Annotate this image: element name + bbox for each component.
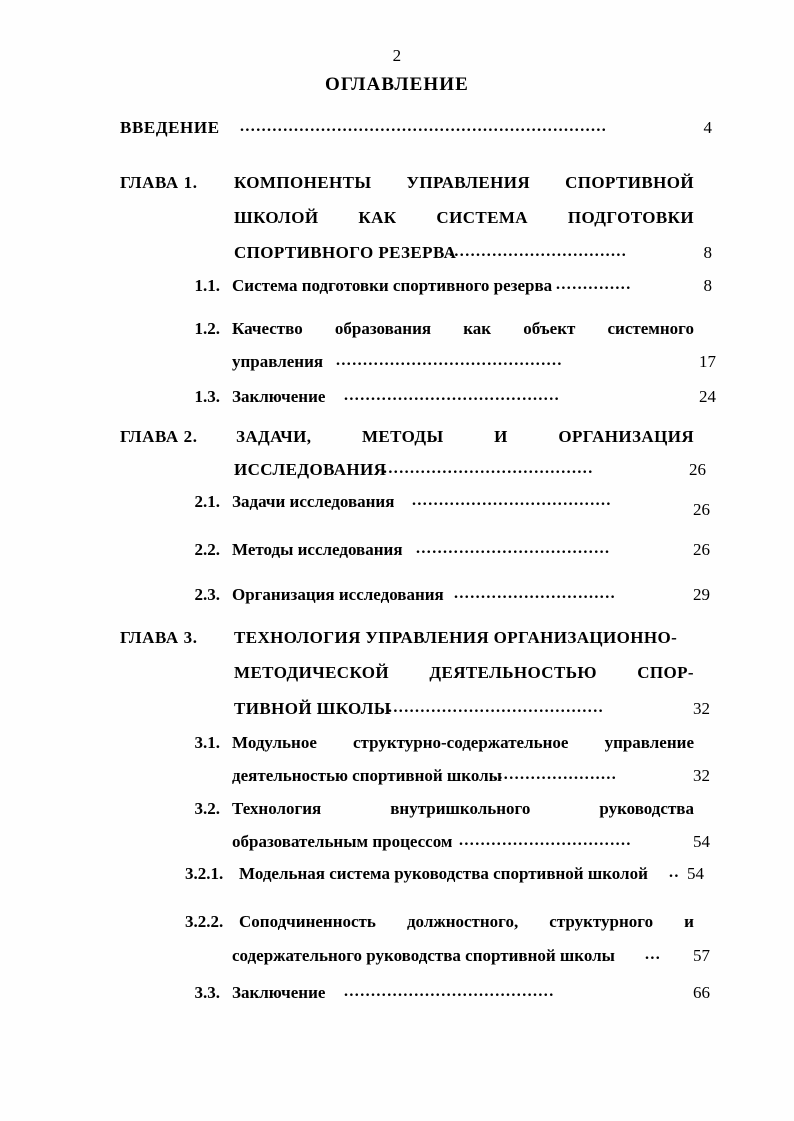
title-word: Технология — [232, 799, 322, 818]
toc-title-2-1: Задачи исследования — [232, 492, 395, 511]
chapter-1-title-line-2 — [234, 208, 694, 228]
toc-label-chapter-1: ГЛАВА 1. — [120, 173, 198, 192]
chapter-3-title-line-2 — [234, 663, 694, 683]
title-word: образования — [334, 319, 432, 338]
title-word: управление — [604, 733, 694, 752]
title-word: СПОРТИВНОЙ — [565, 173, 694, 192]
toc-page-number: 26 — [689, 460, 706, 479]
toc-title-3-2-1: Модельная система руководства спортивной школой — [239, 864, 648, 883]
toc-title-3-2-2-line-2: содержательного руководства спортивной школы — [232, 946, 615, 965]
toc-title-2-3: Организация исследования — [232, 585, 444, 604]
title-word: структурного — [549, 912, 654, 931]
toc-title-2-2: Методы исследования — [232, 540, 403, 559]
title-word: ДЕЯТЕЛЬНОСТЬЮ — [429, 663, 597, 682]
title-word: Качество — [232, 319, 303, 338]
leader-dots: .................................... — [416, 540, 611, 557]
leader-dots: .................................................................... — [240, 118, 608, 135]
chapter-1-title-line-3: СПОРТИВНОГО РЕЗЕРВА — [234, 243, 457, 262]
title-word: системного — [607, 319, 694, 338]
title-word: КОМПОНЕНТЫ — [234, 173, 372, 192]
toc-title-3-2-2-line-1 — [239, 912, 694, 932]
toc-title-1-2-line-1 — [232, 319, 694, 339]
title-word: объект — [523, 319, 576, 338]
title-word: ОРГАНИЗАЦИЯ — [558, 427, 694, 446]
title-word: должностного, — [406, 912, 519, 931]
title-word: Соподчиненность — [239, 912, 376, 931]
page-number: 2 — [392, 46, 402, 65]
toc-label-introduction: ВВЕДЕНИЕ — [120, 118, 220, 137]
toc-title-1-2-line-2: управления — [232, 352, 324, 371]
title-word: как — [463, 319, 492, 338]
title-word: И — [494, 427, 508, 446]
chapter-2-title-line-1 — [236, 427, 694, 447]
toc-title-3-3: Заключение — [232, 983, 326, 1002]
toc-page-number: 8 — [703, 276, 712, 295]
title-word: МЕТОДЫ — [361, 427, 444, 446]
toc-number-1-1: 1.1. — [194, 276, 220, 295]
toc-label-chapter-3: ГЛАВА 3. — [120, 628, 198, 647]
toc-page-number: 32 — [693, 766, 710, 785]
leader-dots: ..................................... — [412, 492, 612, 509]
leader-dots: ................................ — [459, 832, 632, 849]
toc-title-3-1-line-1 — [232, 733, 694, 753]
toc-number-3-1: 3.1. — [194, 733, 220, 752]
toc-page-number: 8 — [703, 243, 712, 262]
toc-title-3-2-line-2: образовательным процессом — [232, 832, 453, 851]
toc-page-number: 26 — [693, 500, 710, 519]
title-word: МЕТОДИЧЕСКОЙ — [234, 663, 390, 682]
toc-title-1-1: Система подготовки спортивного резерва — [232, 276, 553, 295]
leader-dots: .............................. — [454, 585, 616, 602]
chapter-3-title-line-3: ТИВНОЙ ШКОЛЫ — [234, 699, 391, 718]
toc-number-1-2: 1.2. — [194, 319, 220, 338]
toc-number-1-3: 1.3. — [194, 387, 220, 406]
toc-page-number: 4 — [703, 118, 712, 137]
leader-dots: ....................................... — [344, 983, 555, 1000]
toc-page-number: 54 — [687, 864, 704, 883]
toc-number-2-1: 2.1. — [194, 492, 220, 511]
title-word: структурно-содержательное — [352, 733, 569, 752]
title-word: ПОДГОТОВКИ — [567, 208, 694, 227]
toc-title-1-3: Заключение — [232, 387, 326, 406]
title-word: КАК — [358, 208, 397, 227]
toc-number-3-2-1: 3.2.1. — [185, 864, 224, 883]
leader-dots: .......................................... — [336, 352, 563, 369]
title-word: и — [684, 912, 694, 931]
toc-number-3-2: 3.2. — [194, 799, 220, 818]
chapter-3-title-line-1: ТЕХНОЛОГИЯ УПРАВЛЕНИЯ ОРГАНИЗАЦИОННО- — [234, 628, 678, 647]
chapter-1-title-line-1 — [234, 173, 694, 193]
leader-dots: ................................. — [449, 243, 628, 260]
toc-number-2-3: 2.3. — [194, 585, 220, 604]
toc-title-3-1-line-2: деятельностью спортивной школы — [232, 766, 502, 785]
toc-page-number: 57 — [693, 946, 710, 965]
toc-page-number: 66 — [693, 983, 710, 1002]
title-word: внутришкольного — [390, 799, 531, 818]
leader-dots: ........................................ — [388, 699, 604, 716]
title-word: ШКОЛОЙ — [234, 208, 319, 227]
toc-label-chapter-2: ГЛАВА 2. — [120, 427, 198, 446]
title-word: Модульное — [232, 733, 317, 752]
leader-dots: .. — [669, 864, 680, 881]
toc-page-number: 54 — [693, 832, 710, 851]
toc-title-3-2-line-1 — [232, 799, 694, 819]
toc-page-number: 32 — [693, 699, 710, 718]
toc-page-number: 17 — [699, 352, 716, 371]
chapter-2-title-line-2: ИССЛЕДОВАНИЯ — [234, 460, 387, 479]
leader-dots: ....................................... — [383, 460, 594, 477]
title-word: ЗАДАЧИ, — [236, 427, 312, 446]
leader-dots: ........................................ — [344, 387, 560, 404]
toc-page-number: 29 — [693, 585, 710, 604]
title-word: СИСТЕМА — [436, 208, 528, 227]
toc-number-3-3: 3.3. — [194, 983, 220, 1002]
title-word: УПРАВЛЕНИЯ — [406, 173, 531, 192]
toc-number-2-2: 2.2. — [194, 540, 220, 559]
title-word: СПОР- — [637, 663, 694, 682]
toc-page-number: 26 — [693, 540, 710, 559]
toc-number-3-2-2: 3.2.2. — [185, 912, 224, 931]
leader-dots: ....................... — [493, 766, 618, 783]
leader-dots: .............. — [556, 276, 632, 293]
title-word: руководства — [599, 799, 694, 818]
leader-dots: ... — [645, 946, 662, 963]
toc-page-number: 24 — [699, 387, 716, 406]
page-title: ОГЛАВЛЕНИЕ — [325, 74, 469, 95]
